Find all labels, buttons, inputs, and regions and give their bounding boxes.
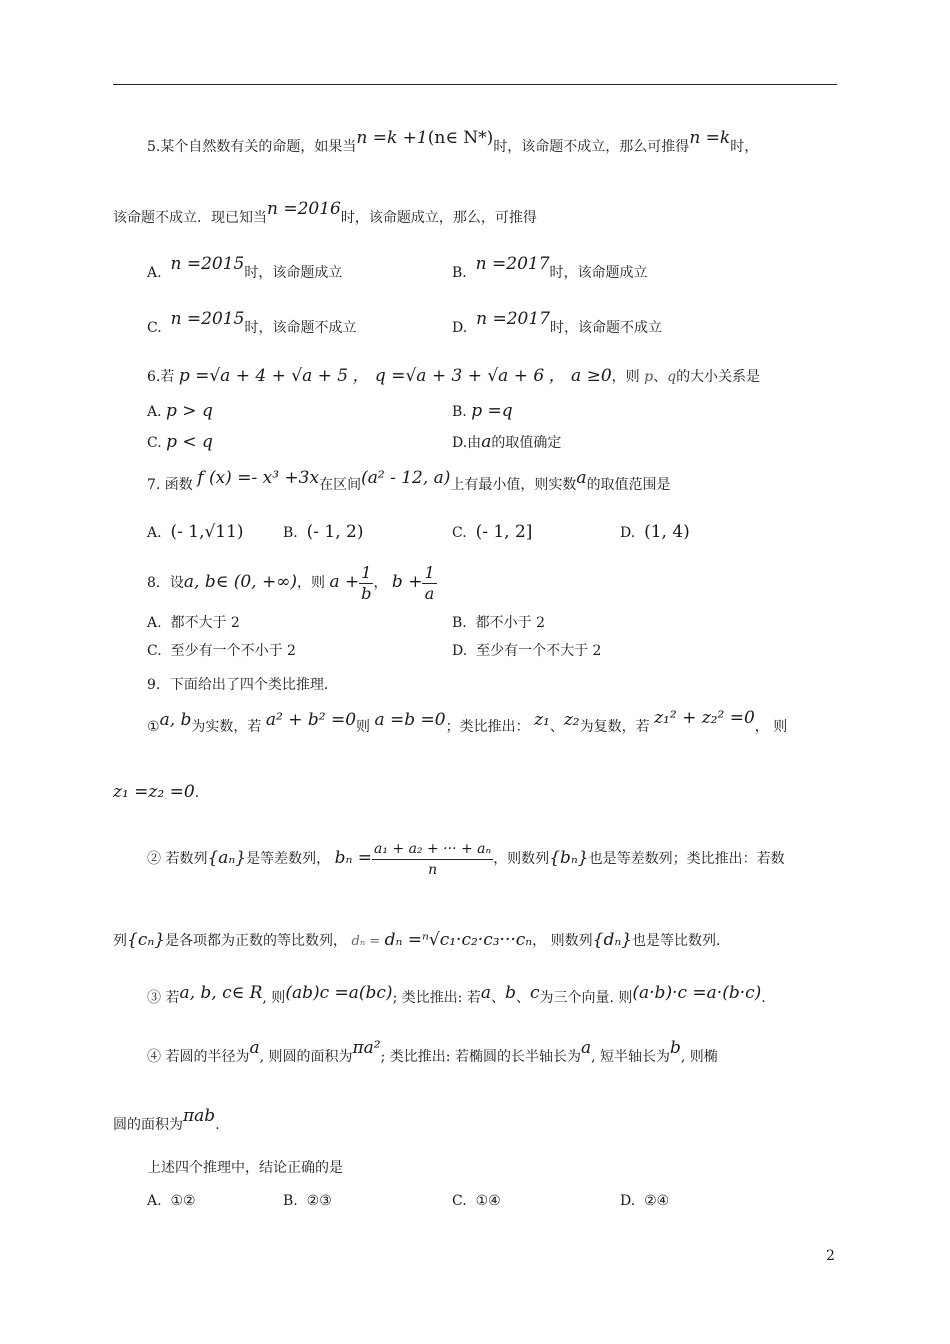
q7-stem: 7. 函数 f (x) =- x³ +3x在区间(a² - 12, a)上有最小值，则实数a的取值范围是 (147, 468, 671, 493)
q7-option-a: A. (- 1,√11) (147, 522, 244, 542)
q6-stem: 6.若 p =√a + 4 + √a + 5 ， q =√a + 3 + √a + 6 ， a ≥0，则 p、q的大小关系是 (147, 366, 761, 386)
q9-statement-4-cont: 圆的面积为πab. (113, 1106, 220, 1133)
q5-option-d: D. n =2017时，该命题不成立 (452, 309, 662, 336)
q8-option-a: A. 都不大于 2 (147, 615, 240, 631)
q7-option-c: C. (- 1, 2] (452, 522, 533, 542)
q8-fraction-2: $\frac{1}{a}$ (424, 562, 435, 603)
q9-option-c: C. ①④ (452, 1193, 501, 1209)
q5-stem-line2: 该命题不成立．现已知当n =2016时，该命题成立，那么，可推得 (113, 199, 537, 226)
q9-statement-2-cont: 列{cₙ}是各项都为正数的等比数列， dₙ = dₙ =ⁿ√c₁·c₂·c₃···cₙ， 则数列{dₙ}也是等比数列. (113, 930, 721, 950)
q9-conclusion: 上述四个推理中，结论正确的是 (147, 1160, 343, 1176)
q9-title: 9．下面给出了四个类比推理． (147, 677, 338, 693)
q5-option-c: C. n =2015时，该命题不成立 (147, 309, 357, 336)
q9-option-a: A. ①② (147, 1193, 196, 1209)
q9-statement-2: ② 若数列{aₙ}是等差数列， bₙ = $\frac{\text{a₁ + a₂ + ··· + aₙ}}{n}$ ，则数列{bₙ}也是等差数列；类比推出：若数 (147, 840, 785, 878)
q8-option-c: C. 至少有一个不小于 2 (147, 643, 296, 659)
q9-option-b: B. ②③ (283, 1193, 332, 1209)
header-rule (113, 84, 837, 85)
q7-option-d: D. (1, 4) (620, 522, 690, 542)
q9-statement-1-cont: z₁ =z₂ =0. (113, 782, 200, 802)
q9-statement-1: ①a, b为实数，若 a² + b² =0则 a =b =0；类比推出： z₁、z₂为复数，若 z₁² + z₂² =0， 则 (147, 708, 788, 735)
q6-option-c: C. p < q (147, 432, 213, 452)
q9-mean-fraction: $\frac{\text{a₁ + a₂ + ··· + aₙ}}{n}$ (374, 840, 492, 878)
page-number: 2 (826, 1248, 835, 1264)
q9-statement-4: ④ 若圆的半径为a, 则圆的面积为πa²; 类比推出: 若椭圆的长半轴长为a, 短半轴长为b, 则椭 (147, 1038, 718, 1065)
q8-fraction-1: $\frac{1}{b}$ (361, 562, 372, 603)
q8-option-d: D. 至少有一个不大于 2 (452, 643, 602, 659)
q5-stem-line1: 5.某个自然数有关的命题，如果当n =k +1(n∈ N*)时，该命题不成立，那么可推得n =k时， (147, 128, 759, 155)
q8-option-b: B. 都不小于 2 (452, 615, 546, 631)
q7-option-b: B. (- 1, 2) (283, 522, 364, 542)
q6-option-b: B. p =q (452, 401, 513, 421)
q9-statement-3: ③ 若a, b, c∈ R, 则(ab)c =a(bc); 类比推出: 若a、b、c为三个向量. 则(a·b)·c =a·(b·c). (147, 983, 766, 1006)
q6-option-d: D.由a的取值确定 (452, 432, 562, 452)
q8-stem: 8．设a, b∈ (0, +∞)，则 a + $\frac{1}{b}$ ， b + $\frac{1}{a}$ (147, 562, 435, 603)
q5-option-b: B. n =2017时，该命题成立 (452, 254, 648, 281)
q9-option-d: D. ②④ (620, 1193, 670, 1209)
q6-option-a: A. p > q (147, 401, 213, 421)
q5-option-a: A. n =2015时，该命题成立 (147, 254, 343, 281)
